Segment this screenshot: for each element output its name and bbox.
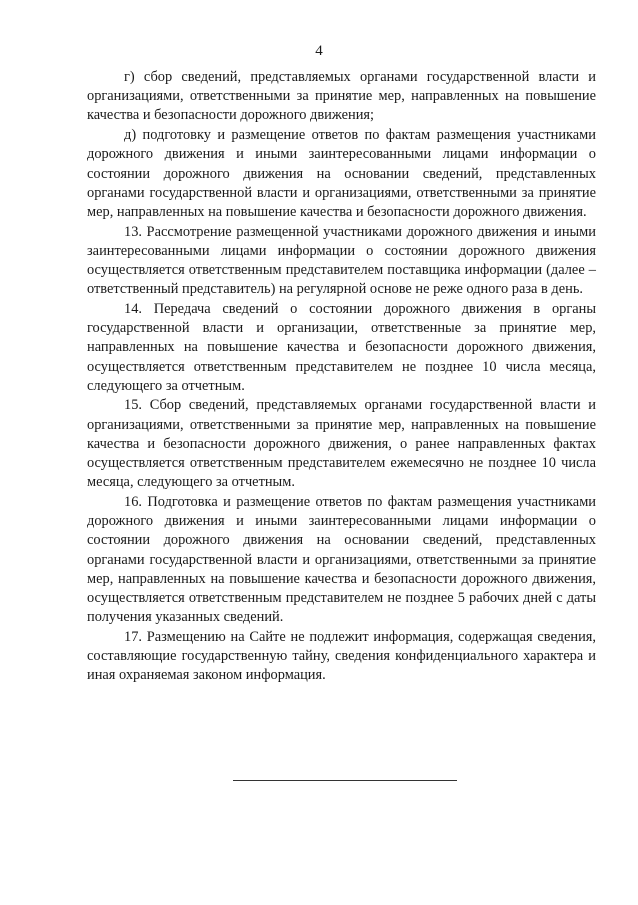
paragraph-16: 16. Подготовка и размещение ответов по фактам размещения участниками дорожного движения и иными заинтересованными лицами информации о состоянии дорожного движения на основании сведений, представленных органами государственной власти и организациями, ответственными за принятие мер, направленных на повышение качества и безопасности дорожного движения, осуществляется ответственным представителем не позднее 5 рабочих дней с даты получения указанных сведений. [87,493,596,626]
paragraph-14: 14. Передача сведений о состоянии дорожного движения в органы государственной власти и организации, ответственные за принятие мер, направленных на повышение качества и безопасности дорожного движения, осуществляется ответственным представителем не позднее 10 числа месяца, следующего за отчетным. [87,300,596,394]
paragraph-item-g: г) сбор сведений, представляемых органами государственной власти и организациями, ответственными за принятие мер, направленных на повышение качества и безопасности дорожного движения; [87,69,596,124]
end-divider-line [233,780,457,781]
paragraph-13: 13. Рассмотрение размещенной участниками дорожного движения и иными заинтересованными лицами информации о состоянии дорожного движения осуществляется ответственным представителем поставщика информации (далее – ответственный представитель) на регулярной основе не реже одного раза в день. [87,223,596,298]
page-number: 4 [315,43,323,59]
document-body [87,68,596,686]
paragraph-17: 17. Размещению на Сайте не подлежит информация, содержащая сведения, составляющие государственную тайну, сведения конфиденциального характера и иная охраняемая законом информация. [87,628,596,684]
paragraph-item-d: д) подготовку и размещение ответов по фактам размещения участниками дорожного движения и иными заинтересованными лицами информации о состоянии дорожного движения на основании сведений, представленных органами государственной власти и организациями, ответственными за принятие мер, направленных на повышение качества и безопасности дорожного движения. [87,127,596,220]
paragraph-15: 15. Сбор сведений, представляемых органами государственной власти и организациями, ответственными за принятие мер, направленных на повышение качества и безопасности дорожного движения, о ранее направленных фактах осуществляется ответственным представителем ежемесячно не позднее 10 числа месяца, следующего за отчетным. [87,397,596,491]
